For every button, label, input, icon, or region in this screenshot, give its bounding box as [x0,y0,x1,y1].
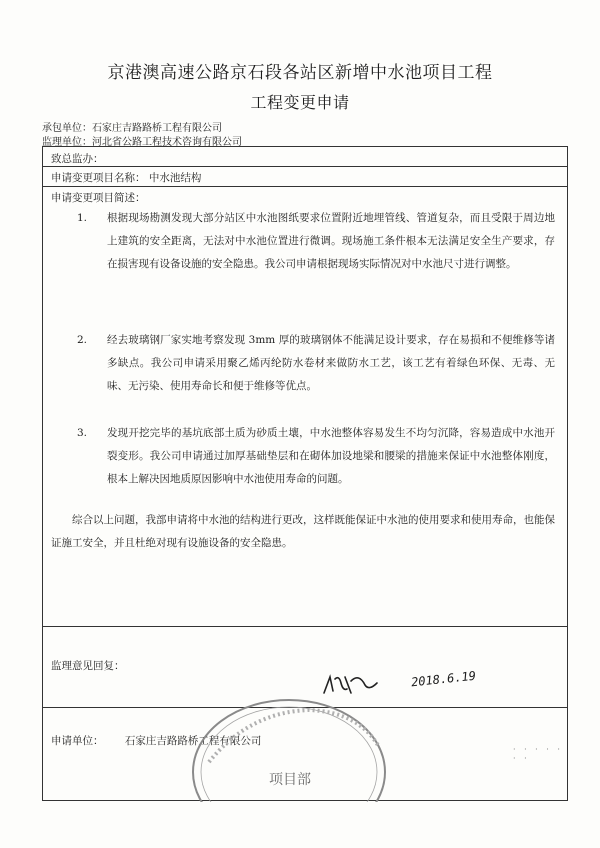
applicant-value: 石家庄吉路路桥工程有限公司 [124,735,262,747]
item-text: 根据现场勘测发现大部分站区中水池图纸要求位置附近地埋管线、管道复杂，而且受限于周边地上建筑的安全距离，无法对中水池位置进行微调。现场施工条件根本无法满足安全生产要求，存在损害现有设备设施的安全隐患。我公司申请根据现场实际情况对中水池尺寸进行调整。 [107,212,555,270]
change-request-table [42,146,568,801]
project-name-row [51,170,201,185]
row-divider [43,186,567,187]
item-number: 3. [77,427,88,439]
project-name-label: 申请变更项目名称： [51,172,146,184]
document-subtitle: 工程变更申请 [250,93,350,112]
row-divider [43,166,567,167]
item-text: 发现开挖完毕的基坑底部土质为砂质土壤，中水池整体容易发生不均匀沉降，容易造成中水池开裂变形。我公司申请通过加厚基础垫层和在砌体加设地梁和腰梁的措施来保证中水池整体刚度，根本上解决因地质原因影响中水池使用寿命的问题。 [107,427,555,485]
applicant-label: 申请单位： [51,735,104,747]
summary-text: 综合以上问题，我部申请将中水池的结构进行更改，这样既能保证中水池的使用要求和使用寿命，也能保证施工安全，并且杜绝对现有设施设备的安全隐患。 [51,514,555,549]
contractor-line: 承包单位：石家庄吉路路桥工程有限公司 [42,123,222,134]
brief-label: 申请变更项目简述： [51,192,146,204]
scan-artifact-dots: · · · · · · · [513,745,563,763]
item-text: 经去玻璃钢厂家实地考察发现 3mm 厚的玻璃钢体不能满足设计要求，存在易损和不便维修等诸多缺点。我公司申请采用聚乙烯丙纶防水卷材来做防水工艺，该工艺有着绿色环保、无毒、无味、无污染、使用寿命长和便于维修等优点。 [107,334,555,392]
official-seal-stamp [189,692,389,802]
supervisor-reply-label: 监理意见回复： [51,660,125,672]
handwritten-date: 2018.6.19 [410,668,477,690]
project-name-value: 中水池结构 [148,172,202,184]
item-number: 2. [77,334,88,346]
stamp-label: 项目部 [269,772,311,788]
document-title: 京港澳高速公路京石段各站区新增中水池项目工程 [107,63,493,83]
to-line: 致总监办： [51,153,104,165]
item-number: 1. [77,212,88,224]
row-divider [43,626,567,627]
supervisor-line: 监理单位：河北省公路工程技术咨询有限公司 [42,137,242,148]
